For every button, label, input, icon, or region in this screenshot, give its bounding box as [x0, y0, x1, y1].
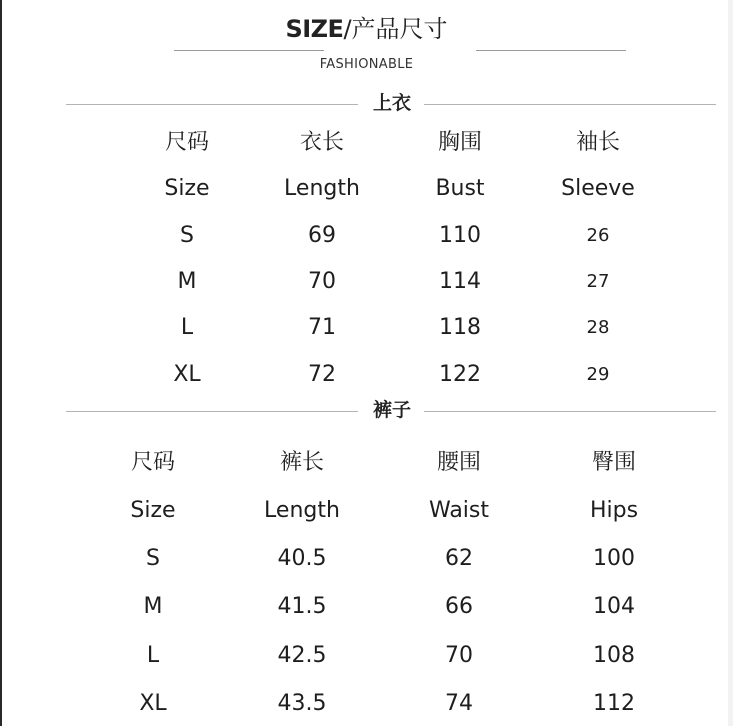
tops-header-cn-cell: 衣长 — [299, 130, 344, 155]
tops-divider-left — [66, 104, 358, 105]
pants-row-cell: 108 — [593, 643, 635, 668]
pants-row-cell: M — [143, 594, 163, 619]
pants-row-cell: 70 — [445, 643, 473, 668]
tops-divider-right — [424, 104, 716, 105]
pants-row-cell: 43.5 — [277, 691, 327, 716]
pants-row-cell: L — [146, 643, 160, 668]
tops-section-title: 上衣 — [372, 92, 411, 114]
tops-row-cell: 71 — [308, 315, 336, 340]
pants-row-cell: 41.5 — [277, 594, 327, 619]
pants-row-cell: 40.5 — [277, 546, 327, 571]
pants-header-cn-cell: 尺码 — [130, 450, 175, 475]
pants-header-cn-cell: 腰围 — [436, 450, 481, 475]
title-size: SIZE — [285, 15, 344, 43]
page-subtitle: FASHIONABLE — [319, 57, 414, 72]
pants-row-cell: XL — [139, 691, 167, 716]
tops-row-cell: L — [180, 315, 194, 340]
pants-header-en-cell: Size — [130, 498, 176, 523]
pants-divider-left — [66, 411, 358, 412]
tops-header-en-cell: Bust — [435, 176, 485, 201]
tops-row-cell: 26 — [586, 225, 610, 246]
tops-row-cell: S — [180, 223, 194, 248]
pants-divider-right — [424, 411, 716, 412]
tops-header-cn-cell: 尺码 — [164, 130, 209, 155]
tops-row-cell: M — [177, 269, 197, 294]
tops-row-cell: 70 — [308, 269, 336, 294]
pants-row-cell: 42.5 — [277, 643, 327, 668]
pants-header-cn-cell: 裤长 — [279, 450, 324, 475]
tops-row-cell: 118 — [439, 315, 481, 340]
title-divider-left — [174, 50, 324, 51]
title-product-size: /产品尺寸 — [343, 15, 448, 43]
pants-row-cell: 66 — [445, 594, 473, 619]
tops-header-en-cell: Length — [284, 176, 360, 201]
pants-row-cell: 74 — [445, 691, 473, 716]
tops-header-cn-cell: 胸围 — [437, 130, 482, 155]
right-border — [728, 0, 733, 726]
pants-row-cell: 104 — [593, 594, 635, 619]
page-title — [0, 14, 733, 44]
tops-row-cell: 69 — [308, 223, 336, 248]
pants-row-cell: 62 — [445, 546, 473, 571]
tops-row-cell: 114 — [439, 269, 481, 294]
tops-row-cell: 110 — [439, 223, 481, 248]
pants-header-en-cell: Waist — [428, 498, 490, 523]
tops-row-cell: 72 — [308, 362, 336, 387]
tops-header-en-cell: Sleeve — [561, 176, 635, 201]
pants-header-en-cell: Length — [264, 498, 340, 523]
pants-header-cn-cell: 臀围 — [591, 450, 636, 475]
tops-header-cn-cell: 袖长 — [575, 130, 620, 155]
pants-section-title: 裤子 — [372, 399, 411, 421]
tops-row-cell: 28 — [586, 317, 610, 338]
tops-row-cell: 29 — [586, 364, 610, 385]
tops-row-cell: XL — [173, 362, 201, 387]
tops-header-en-cell: Size — [164, 176, 210, 201]
pants-row-cell: 112 — [593, 691, 635, 716]
pants-row-cell: S — [146, 546, 160, 571]
pants-row-cell: 100 — [593, 546, 635, 571]
tops-row-cell: 27 — [586, 271, 610, 292]
left-border — [0, 0, 2, 726]
title-divider-right — [476, 50, 626, 51]
pants-header-en-cell: Hips — [589, 498, 639, 523]
tops-row-cell: 122 — [439, 362, 481, 387]
